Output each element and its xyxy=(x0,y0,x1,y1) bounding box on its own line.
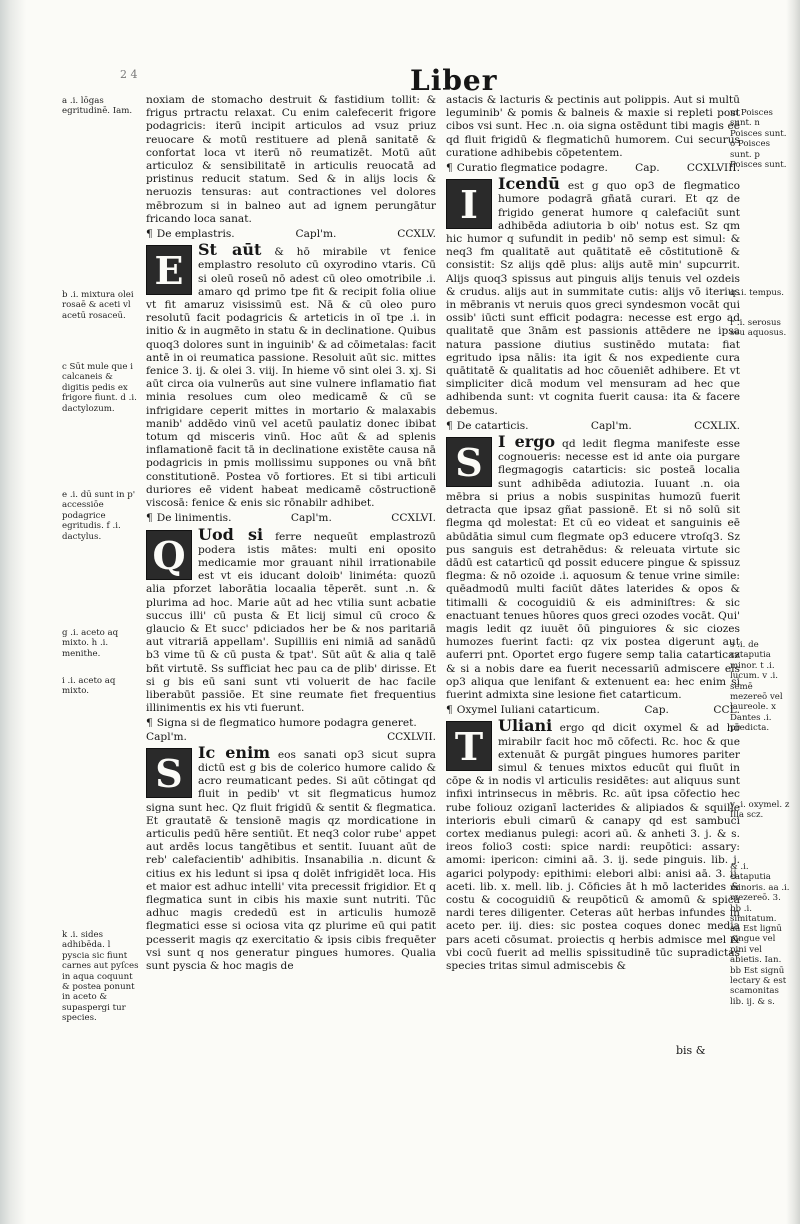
paragraph: astacis & lacturis & pectinis aut polippis. Aut si multū leguminib' & pomis & balneis & maxie si repleti post cibos vsi sunt. Hec .n. oia signa ostēdunt tibi magis eē qd fluit frigidū & flegmatichū humorem. Cui securus curatione adhibebis cōpetentem. xyxy=(446,94,740,159)
gloss-k-l: k .i. sides adhibēda. l pyscia sic fiunt carnes aut pyſces in aqua coquunt & postea ponunt in aceto & supaspergi tur species. xyxy=(62,930,139,1024)
pilcrow-icon: ¶ xyxy=(446,419,453,432)
right-column xyxy=(446,94,740,975)
gloss-m-p: m Poisces sunt. n Poisces sunt. o Poisces sunt. p Poisces sunt. xyxy=(730,108,787,171)
paragraph: noxiam de stomacho destruit & fastidium tollit: & frigus prtractu relaxat. Cu enim calefecerit frigore podagricis: iterū incipit articulos ad vsuz priuz reuocare & motū restituere ad plenā sanitatē & confortat loca vt iterū nō reumatizēt. Motū aūt articuloz & sensibilitatē in articulis reuocatā ad pristinus reducit statum. Sed & in alijs locis & neruozis tensuras: aut contractiones vel dolores mēbrozum si in balneo aut ad ignem perungātur fricando loca sanat. xyxy=(146,94,436,225)
paragraph-lead: St aūt xyxy=(198,240,262,260)
pilcrow-icon: ¶ xyxy=(146,228,153,241)
paragraph: S I ergo qd ledit flegma manifeste esse cognoueris: necesse est id ante oia purgare flegmagogis catarticis: sic posteā localia sunt adhibēda adiutozia. Iuuant .n. oia mēbra si prius a nobis suspinitas humozū fuerit detracta que ipsaz gñat passionē. Et si nō solū sit flegma qd molestat: Et cū eo videat et sanguinis eē abūdātia simul cum flegmate op3 educere vtroſq3. Sz pus sanguis est detrahēdus: & releuata virtute sic dādū est catarticū qd possit educere pingue & spissuz flegma: & nō ozoide .i. aquosum & tenue vrine simile: quēadmodū multi faciūt dātes laterides & opos & titimalli & cocoguidiū & eis adminiſtres: & sic enactuant tenues hūores quos greci ozodes vocāt. Qui' magis ledit qz iuuēt ōū pinguiores & sic ciozes humozes fuerint facti: qz vix postea digerunt aut auferri pnt. Oportet ergo fugere semp talia catarticaz & si a nobis dare ea fuerit necessariū admiscere eis op3 aliqua que lenifant & extenuent ea: hec enim si fuerint admixta sine lesione fiet catarticum. xyxy=(446,432,741,701)
paragraph: S Ic enim eos sanati op3 sicut supra dictū est g bis de colerico humore calido & acro reumaticant pedes. Si aūt cōtingat qd fluit in pedib' vt sit flegmaticus humoz signa sunt hec. Qz fluit frigidū & sentit & flegmatica. Et grautatē & tensionē magis qz mordicatione in articulis pedū hēre sentiūt. Et neq3 color rube' appet aut ardēs locus tangētibus et sentit. Iuuant aūt de reb' calefacientib' adhibitis. Insanabilia .n. dicunt & citius ex his ledunt si ipsa q dolēt infrigidēt loca. His et maior est adhuc intelli' vita precessit frigidior. Et q flegmatica sunt in cibis his maxie sunt nutriti. Tūc adhuc magis crededū est in articulis humozē flegmatici esse si ociosa vita qz plurime eū qui patit pcesserit magis qz exercitatio & ipsis cibis frequēter vsi sunt q nos generatur pingues humores. Qualia sunt pyscia & hoc magis de xyxy=(146,742,436,972)
left-column xyxy=(146,94,436,975)
pilcrow-icon: ¶ xyxy=(146,512,153,525)
chapter-heading: ¶ Curatio flegmatice podagre. Cap. CCXLVIII. xyxy=(446,162,740,175)
paragraph: T Uliani ergo qd dicit oxymel & ad hō mirabilr facit hoc mō cōfecti. Rc. hoc & que extenuāt & purgāt pingues humores pariter simul & tenues mixtos educūt qui fluūt in cōpe & in nodis vl articulis residētes: aut aliquus sunt infixi intrinsecus in mēbris. Rc. aūt ipsa cōfectio hec rube foliouz oziganī lacterides & alipiados & squille interioris ebuli cimarū & canapy qd est sambuci cortex medianus pulegi: acori aū. & anheti 3. j. & s. ireos folio3 costi: spice nardi: reupōtici: assary: amomi: ipericon: cimini aā. 3. ij. sede pinguis. lib. j. agarici polypody: epithimi: elebori albi: anisi aā. 3. ij. aceti. lib. x. mell. lib. j. Cōficies āt h mō lacterides & costu & cocoguidiū & reupōticū & amomū & spicā nardi teres diligenter. Ceteras aūt herbas infundes in aceto per. iij. dies: sic postea coques donec media pars aceti cōsumat. proiectis q herbis admisce mel & vbi cocū fuerit ad mellis spissitudinē tūc supradictas species tritas simul admiscebis & xyxy=(446,716,740,972)
paragraph-lead: I ergo xyxy=(498,432,556,452)
gloss-aa-bb: aa Est lignū pingue vel pini vel abietis. Ian. bb Est signū lectary & est scamonitas lib. ij. & s. xyxy=(730,924,787,1007)
folio-mark: 2 4 xyxy=(120,68,138,81)
decorated-initial-icon: S xyxy=(146,748,192,798)
chapter-heading: ¶ De emplastris. Capl'm. CCXLV. xyxy=(146,228,436,241)
gloss-e-f: e .i. dū sunt in p' accessiōe podagrice egritudis. f .i. dactylus. xyxy=(62,490,136,542)
chapter-heading: ¶ Signa si de flegmatico humore podagra generet. Capl'm. CCXLVII. xyxy=(146,717,436,743)
page-edge-shadow xyxy=(786,0,800,1224)
decorated-initial-icon: E xyxy=(146,245,192,295)
paragraph: I Icendū est g quo op3 de flegmatico humore podagrā gñatā curari. Et qz de frigido generat humore q calefaciūt sunt adhibēda adiutoria b oib' notus est. Sz qm hic humor q sufundit in pedib' nō semp est simul: & neq3 fm qualitatē aut quātitatē eē cōstitutionē & consistit: Sz alijs qdē plus: alijs autē min' supcurrit. Alijs quoq3 spissus aut pinguis alijs tenuis vel ozdeis & crudus. alijs aut in summitate cutis: alijs vō iterius in mēbranis vt neruis quos greci syndesmon vocāt qui ossib' iūcti sunt efficit podagra: necesse est ergo ad qualitatē que 3nām est passionis attēdere ne ipsa natura passione diutius sustinēdo mutata: fiat egritudo ipsa nālis: ita igit & nos expediente cura quātitatē & qualitatis ad hoc cōueniēt adhibere. Et vt simpliciter dicā modum vel mensuram ad hec que adhibenda sunt: vt cognita fuerit causa: ita & facere debemus. xyxy=(446,174,741,417)
gloss-c-d: c Sūt mule que i calcaneis & digitis pedis ex frigore fiunt. d .i. dactylozum. xyxy=(62,362,137,414)
decorated-initial-icon: I xyxy=(446,179,492,229)
pilcrow-icon: ¶ xyxy=(146,717,153,730)
book-binding-edge xyxy=(0,0,26,1224)
gloss-q: q .i. tempus. xyxy=(730,288,785,298)
paragraph-lead: Ic enim xyxy=(198,742,271,762)
decorated-initial-icon: Q xyxy=(146,530,192,580)
paragraph-lead: Uod si xyxy=(198,524,264,544)
chapter-heading: ¶ Oxymel Iuliani catarticum. Cap. CCL. xyxy=(446,704,740,717)
paragraph-lead: Icendū xyxy=(498,174,560,194)
paragraph-lead: Uliani xyxy=(498,716,553,736)
gloss-cataputia: & .i. cataputia minoris. aa .i. mezereō. 3. bb .i. simitatum. xyxy=(730,862,790,925)
gloss-r: r .i. serosus seu aquosus. xyxy=(730,318,787,339)
pilcrow-icon: ¶ xyxy=(446,704,453,717)
pilcrow-icon: ¶ xyxy=(446,162,453,175)
gloss-g-h: g .i. aceto aq mixto. h .i. menithe. xyxy=(62,628,119,659)
decorated-initial-icon: S xyxy=(446,437,492,487)
paragraph: E St aūt & hō mirabile vt fenice emplastro resoluto cū oxyrodino vtaris. Cū si oleū roseū nō adest cū oleo omotribile .i. amaro qd primo tpe fit & recipit folia oliue vt fit amaruz visissimū est. Nā & cū oleo puro resolutū facit podagricis & arteticis in oī tpe .i. in initio & in augmēto in statu & in declinatione. Quibus quoq3 dolores sunt in inguinib' & ad cōimetalas: facit antē in oi reumatica passione. Resoluit aūt sic. mittes fenice 3. ij. & olei 3. viij. In hieme vō sint olei 3. xj. Si aūt circa oia vulnerūs aut sine vulnere inflamatio fiat minia resolues cum oleo medicamē & cū se infrigidare ceperit mittes in mortario & malaxabis manib' addēdo vinū vel acetū paulatiz donec ibibat totum qd misceris vinū. Hoc aūt & ad splenis inflamationē facit tā in declinatione existēte causa nā podagricis in pmis mollissimu suppones ou vnā bñt constitutionē. Postea vō fortiores. Et si tibi articuli duriores eē vident habeat medicamē cōstructionē viscosā: fenice & enis sic rōnabilr adhibet. xyxy=(146,240,436,510)
gloss-b: b .i. mixtura olei rosaē & aceti vl acetū rosaceū. xyxy=(62,290,134,321)
catchword: bis & xyxy=(676,1044,706,1057)
gloss-y-z: y .i. oxymel. z Illa scz. xyxy=(730,800,790,821)
chapter-heading: ¶ De catarticis. Capl'm. CCXLIX. xyxy=(446,419,740,432)
paragraph: Q Uod si ferre nequeūt emplastrozū podera istis mātes: multi eni oposito medicamie mor grauant nihil irrationabile est vt eis iducant doloib' liniméta: quozū alia pforzet laborātia locaalia tēperēt. sunt .n. & plurima ad hoc. Marie aūt ad hec vtilia sunt acbatie succus illi' cū pusta & Et licij simul cū croco & glaucio & Et succ' pdiciados her be & nos paritariā aut vitrariā appellam'. Supilliis eni nimiā ad sanādū b3 vime tū & cū pusta & tpat'. Sūt aūt & alia q talē bñt virtutē. Ss sufficiat hec pau ca de plib' dirisse. Et si g bis eū sani sunt vti voluerit de hac facile liberabūt passiōe. Et sine reumate fiet frequentius illinimentis ex his vti fuerunt. xyxy=(146,524,436,715)
gloss-a: a .i. lōgas egritudinē. Iam. xyxy=(62,96,133,117)
decorated-initial-icon: T xyxy=(446,721,492,771)
gloss-i: i .i. aceto aq mixto. xyxy=(62,676,116,697)
running-head: Liber xyxy=(410,64,498,97)
chapter-heading: ¶ De linimentis. Capl'm. CCXLVI. xyxy=(146,512,436,525)
gloss-s-x: s .i. de cataputia minor. t .i. lucum. v .i. semē mezereō vel laureole. x Dantes .i. predicta. xyxy=(730,640,783,734)
